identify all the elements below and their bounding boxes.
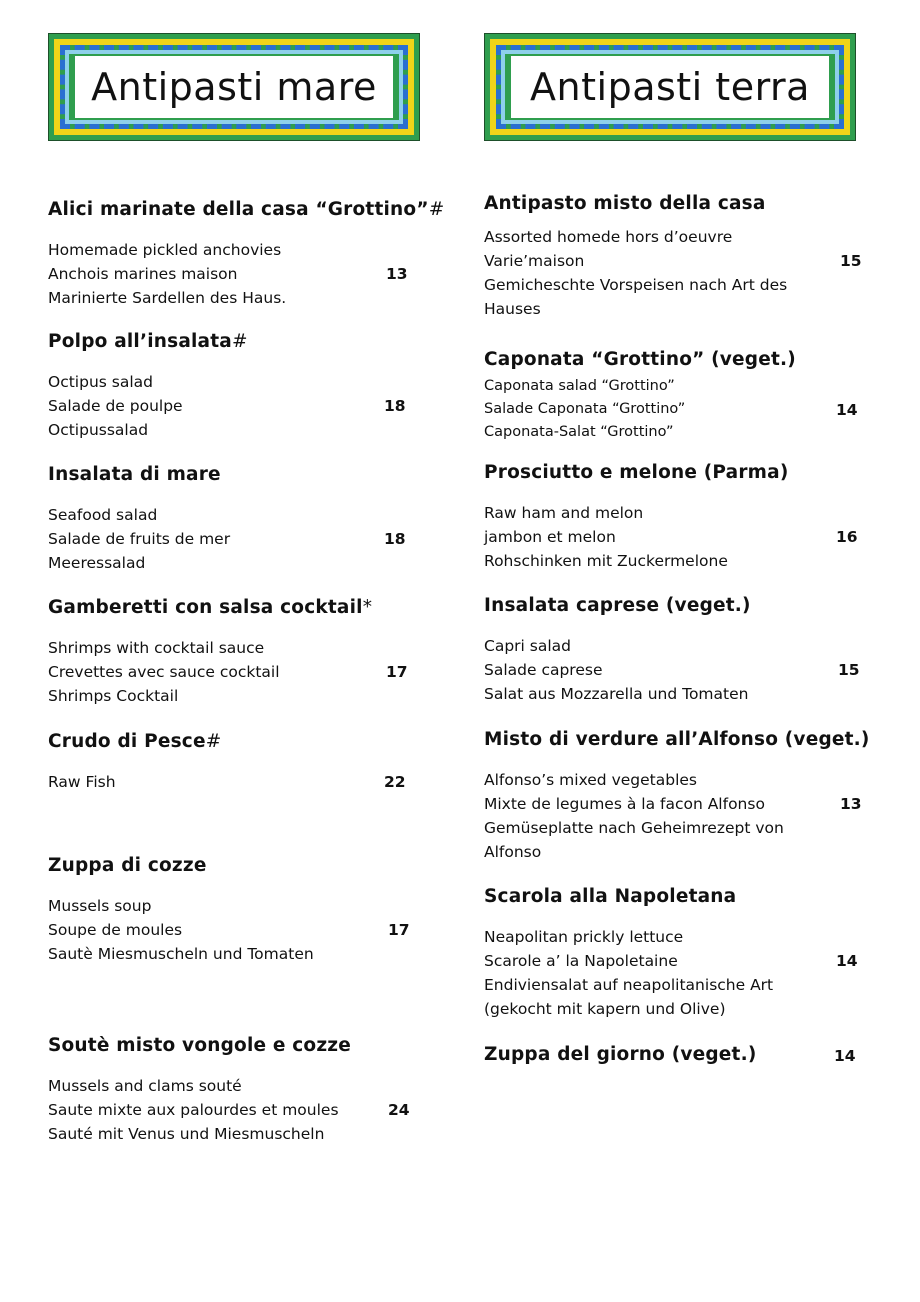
dish-description [48, 636, 448, 708]
desc-line: Mussels and clams souté [48, 1077, 242, 1095]
dish-price: 16 [836, 528, 858, 546]
dish-price: 17 [386, 663, 408, 681]
menu-item [48, 731, 448, 794]
desc-line: Soupe de moules [48, 921, 183, 939]
desc-line: Alfonso’s mixed vegetables [484, 771, 697, 789]
dish-name: Crudo di Pesce# [48, 731, 222, 752]
section-title: Antipasti terra [530, 65, 810, 109]
menu-item [48, 464, 448, 575]
menu-item [48, 855, 448, 966]
dish-price: 15 [838, 661, 860, 679]
menu-item [48, 1035, 448, 1146]
menu-item [484, 349, 884, 444]
dish-name: Alici marinate della casa “Grottino”# [48, 199, 445, 220]
desc-line: Varie’maison [484, 252, 585, 270]
dish-description [48, 770, 448, 794]
desc-line: Caponata-Salat “Grottino” [484, 424, 674, 440]
desc-line: Rohschinken mit Zuckermelone [484, 552, 728, 570]
desc-line: Mixte de legumes à la facon Alfonso [484, 795, 765, 813]
dish-price: 18 [384, 397, 406, 415]
desc-line: Raw Fish [48, 773, 116, 791]
menu-item [484, 193, 884, 321]
menu-item [484, 1044, 884, 1066]
desc-line: Sauté mit Venus und Miesmuscheln [48, 1125, 325, 1143]
menu-item [484, 729, 884, 864]
dish-price: 13 [840, 795, 862, 813]
desc-line: (gekocht mit kapern und Olive) [484, 1000, 726, 1018]
dish-name: Caponata “Grottino” (veget.) [484, 349, 796, 370]
dish-price: 14 [836, 401, 858, 419]
dish-price: 18 [384, 530, 406, 548]
desc-line: Meeressalad [48, 554, 146, 572]
desc-line: Caponata salad “Grottino” [484, 378, 675, 394]
dish-description [484, 768, 884, 864]
desc-line: Endiviensalat auf neapolitanische Art [484, 976, 774, 994]
desc-line: Scarole a’ la Napoletaine [484, 952, 678, 970]
desc-line: Sautè Miesmuscheln und Tomaten [48, 945, 314, 963]
desc-line: Mussels soup [48, 897, 152, 915]
dish-name: Zuppa di cozze [48, 855, 207, 876]
desc-line: Hauses [484, 300, 541, 318]
allergen-mark: # [428, 199, 445, 220]
dish-name: Insalata di mare [48, 464, 221, 485]
dish-description [48, 238, 448, 310]
dish-name: Zuppa del giorno (veget.) [484, 1044, 757, 1065]
allergen-mark: * [362, 597, 373, 618]
dish-name: Prosciutto e melone (Parma) [484, 462, 789, 483]
desc-line: Salade de poulpe [48, 397, 183, 415]
dish-name: Insalata caprese (veget.) [484, 595, 751, 616]
desc-line: Salade Caponata “Grottino” [484, 401, 686, 417]
dish-price: 14 [834, 1047, 856, 1065]
desc-line: Seafood salad [48, 506, 158, 524]
desc-line: Salade de fruits de mer [48, 530, 231, 548]
dish-description [484, 225, 884, 321]
dish-name: Gamberetti con salsa cocktail* [48, 597, 373, 618]
allergen-mark: # [231, 331, 248, 352]
desc-line: Marinierte Sardellen des Haus. [48, 289, 287, 307]
desc-line: Salade caprese [484, 661, 603, 679]
desc-line: Anchois marines maison [48, 265, 238, 283]
desc-line: Gemüseplatte nach Geheimrezept von [484, 819, 784, 837]
menu-item [48, 331, 448, 442]
dish-name: Misto di verdure all’Alfonso (veget.) [484, 729, 870, 750]
dish-price: 15 [840, 252, 862, 270]
dish-description [48, 503, 448, 575]
dish-name: Polpo all’insalata# [48, 331, 248, 352]
desc-line: Shrimps with cocktail sauce [48, 639, 265, 657]
banner-antipasti-terra [484, 33, 856, 141]
menu-item [48, 199, 448, 310]
desc-line: Salat aus Mozzarella und Tomaten [484, 685, 749, 703]
menu-item [484, 595, 884, 706]
menu-item [484, 886, 884, 1021]
dish-name: Antipasto misto della casa [484, 193, 766, 214]
desc-line: Octipussalad [48, 421, 149, 439]
dish-name: Soutè misto vongole e cozze [48, 1035, 352, 1056]
banner-antipasti-mare [48, 33, 420, 141]
dish-price: 13 [386, 265, 408, 283]
desc-line: Raw ham and melon [484, 504, 644, 522]
desc-line: Gemicheschte Vorspeisen nach Art des [484, 276, 788, 294]
dish-price: 22 [384, 773, 406, 791]
dish-name: Scarola alla Napoletana [484, 886, 737, 907]
dish-description [48, 894, 448, 966]
dish-description [48, 1074, 448, 1146]
menu-item [484, 462, 884, 573]
desc-line: Shrimps Cocktail [48, 687, 179, 705]
desc-line: Alfonso [484, 843, 542, 861]
desc-line: Capri salad [484, 637, 571, 655]
dish-price: 17 [388, 921, 410, 939]
dish-description [484, 375, 884, 444]
desc-line: Homemade pickled anchovies [48, 241, 282, 259]
dish-description [484, 925, 884, 1021]
dish-description [484, 501, 884, 573]
desc-line: Saute mixte aux palourdes et moules [48, 1101, 339, 1119]
desc-line: Octipus salad [48, 373, 153, 391]
dish-price: 14 [836, 952, 858, 970]
dish-price: 24 [388, 1101, 410, 1119]
desc-line: Neapolitan prickly lettuce [484, 928, 684, 946]
menu-item [48, 597, 448, 708]
desc-line: Assorted homede hors d’oeuvre [484, 228, 733, 246]
section-title: Antipasti mare [91, 65, 377, 109]
dish-description [484, 634, 884, 706]
dish-description [48, 370, 448, 442]
allergen-mark: # [205, 731, 222, 752]
desc-line: Crevettes avec sauce cocktail [48, 663, 280, 681]
desc-line: jambon et melon [484, 528, 616, 546]
